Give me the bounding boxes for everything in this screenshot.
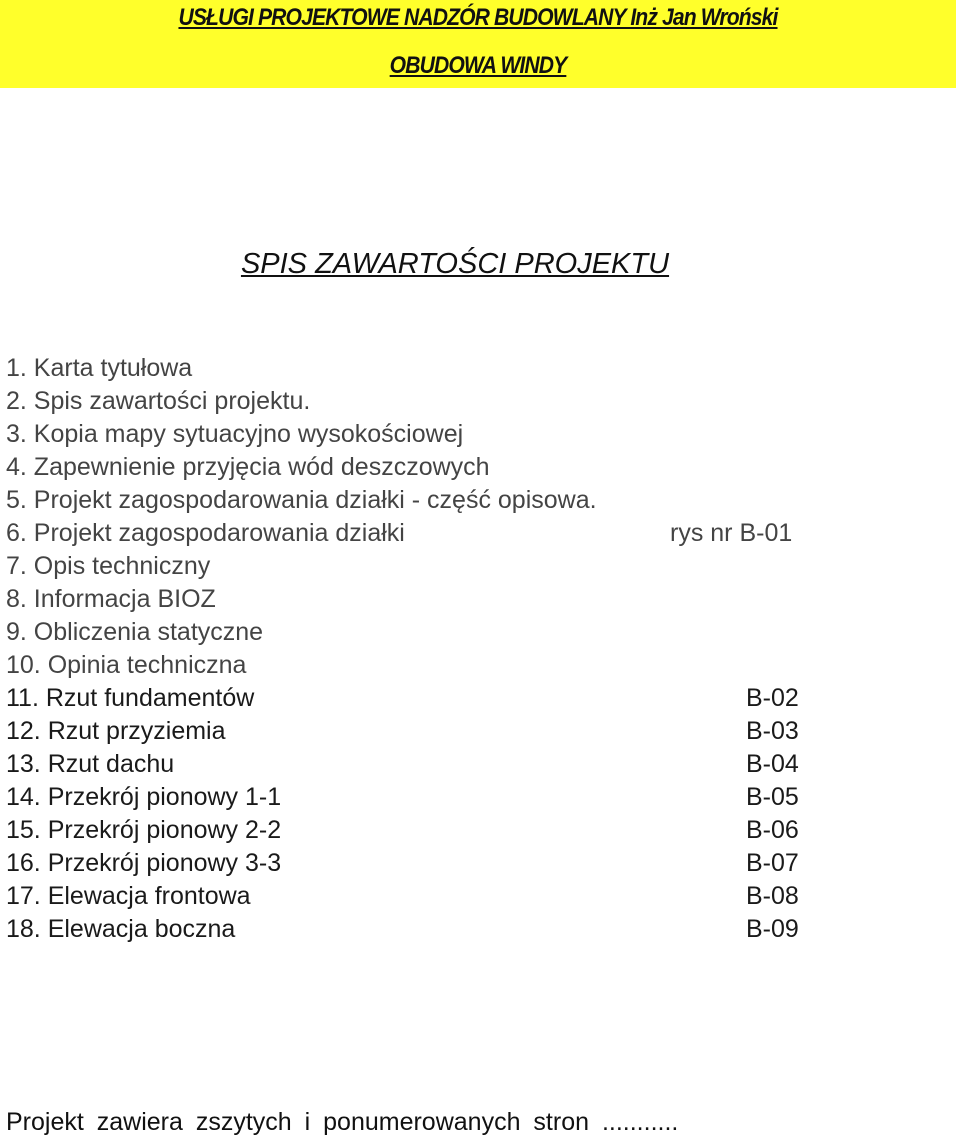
toc-item-label: 3. Kopia mapy sytuacyjno wysokościowej (6, 420, 464, 448)
toc-item-label: 17. Elewacja frontowa (6, 882, 251, 910)
toc-item (0, 484, 900, 517)
toc-item-label: 6. Projekt zagospodarowania działki (6, 519, 405, 547)
toc-item (0, 682, 900, 715)
toc-item (0, 616, 900, 649)
toc-item (0, 583, 900, 616)
toc-item-label: 1. Karta tytułowa (6, 354, 193, 382)
toc-item-label: 8. Informacja BIOZ (6, 585, 216, 613)
drawing-number: B-07 (746, 849, 799, 877)
toc-item (0, 748, 900, 781)
toc-item (0, 715, 900, 748)
toc-item-label: 7. Opis techniczny (6, 552, 211, 580)
toc-item-label: 11. Rzut fundamentów (6, 684, 255, 712)
toc-item (0, 352, 900, 385)
toc-item-label: 14. Przekrój pionowy 1-1 (6, 783, 282, 811)
toc-item (0, 880, 900, 913)
drawing-number: B-02 (746, 684, 799, 712)
toc-item-label: 18. Elewacja boczna (6, 915, 236, 943)
toc-item-label: 4. Zapewnienie przyjęcia wód deszczowych (6, 453, 490, 481)
toc-item-label: 10. Opinia techniczna (6, 651, 247, 679)
page-count-note: Projekt zawiera zszytych i ponumerowanych stron ........... (6, 1108, 679, 1136)
toc-item (0, 781, 900, 814)
drawing-number: B-06 (746, 816, 799, 844)
toc-item-label: 9. Obliczenia statyczne (6, 618, 264, 646)
toc-item (0, 517, 900, 550)
toc-item-label: 5. Projekt zagospodarowania działki - część opisowa. (6, 486, 597, 514)
header-banner (0, 0, 956, 88)
drawing-number: B-09 (746, 915, 799, 943)
drawing-number: B-04 (746, 750, 799, 778)
toc-title: SPIS ZAWARTOŚCI PROJEKTU (240, 248, 670, 280)
toc-item-label: 12. Rzut przyziemia (6, 717, 226, 745)
company-name: USŁUGI PROJEKTOWE NADZÓR BUDOWLANY Inż Jan Wroński (178, 4, 778, 31)
toc-item-label: 13. Rzut dachu (6, 750, 175, 778)
toc-item (0, 451, 900, 484)
toc-list (0, 352, 900, 946)
toc-item-label: 15. Przekrój pionowy 2-2 (6, 816, 282, 844)
toc-item (0, 550, 900, 583)
drawing-number: B-05 (746, 783, 799, 811)
toc-item-label: 16. Przekrój pionowy 3-3 (6, 849, 282, 877)
project-name: OBUDOWA WINDY (389, 52, 567, 79)
drawing-number: B-03 (746, 717, 799, 745)
toc-item-label: 2. Spis zawartości projektu. (6, 387, 311, 415)
toc-item (0, 814, 900, 847)
drawing-number: rys nr B-01 (670, 519, 793, 547)
toc-item (0, 913, 900, 946)
toc-item (0, 385, 900, 418)
toc-item (0, 649, 900, 682)
toc-item (0, 418, 900, 451)
drawing-number: B-08 (746, 882, 799, 910)
toc-item (0, 847, 900, 880)
